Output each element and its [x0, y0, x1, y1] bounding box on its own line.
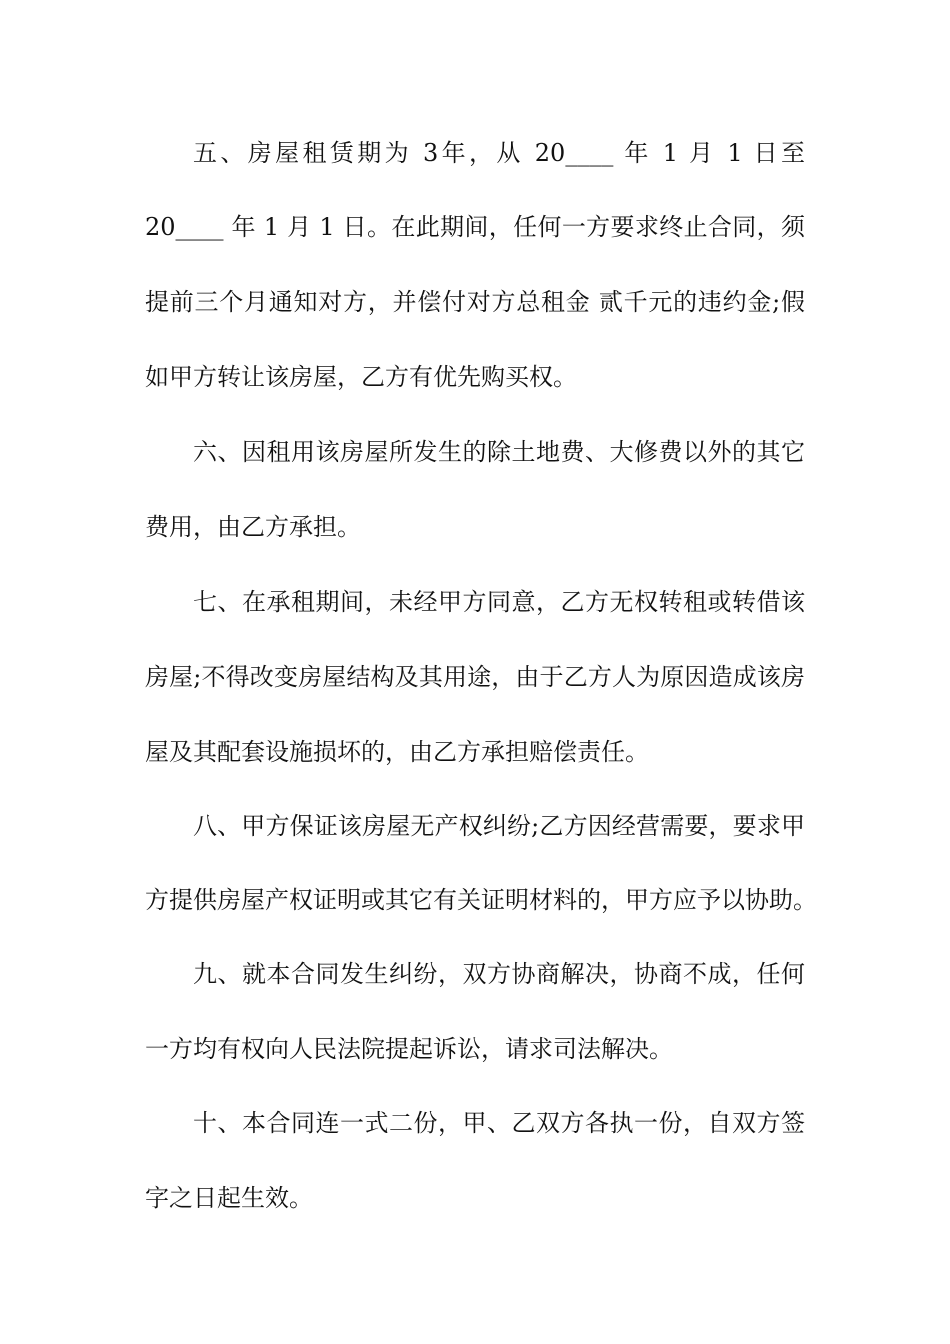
paragraph-10-line-2: 字之日起生效。	[145, 1184, 313, 1212]
paragraph-6-line-1: 六、因租用该房屋所发生的除土地费、大修费以外的其它	[193, 438, 805, 466]
paragraph-8-line-1: 八、甲方保证该房屋无产权纠纷;乙方因经营需要，要求甲	[193, 812, 805, 840]
paragraph-8-line-2: 方提供房屋产权证明或其它有关证明材料的，甲方应予以协助。	[145, 886, 817, 914]
paragraph-7-line-2: 房屋;不得改变房屋结构及其用途，由于乙方人为原因造成该房	[145, 663, 805, 691]
paragraph-7-line-3: 屋及其配套设施损坏的，由乙方承担赔偿责任。	[145, 738, 649, 766]
paragraph-5-line-2: 20____ 年 1 月 1 日。在此期间，任何一方要求终止合同，须	[145, 213, 805, 241]
paragraph-5-line-4: 如甲方转让该房屋，乙方有优先购买权。	[145, 363, 577, 391]
paragraph-10-line-1: 十、本合同连一式二份，甲、乙双方各执一份，自双方签	[193, 1109, 805, 1137]
paragraph-9-line-2: 一方均有权向人民法院提起诉讼，请求司法解决。	[145, 1035, 673, 1063]
paragraph-9-line-1: 九、就本合同发生纠纷，双方协商解决，协商不成，任何	[193, 960, 805, 988]
paragraph-6-line-2: 费用，由乙方承担。	[145, 513, 361, 541]
paragraph-5-line-1: 五、房屋租赁期为 3年，从 20____ 年 1 月 1 日至	[193, 139, 805, 167]
paragraph-5-line-3: 提前三个月通知对方，并偿付对方总租金 贰千元的违约金;假	[145, 288, 805, 316]
paragraph-7-line-1: 七、在承租期间，未经甲方同意，乙方无权转租或转借该	[193, 588, 805, 616]
